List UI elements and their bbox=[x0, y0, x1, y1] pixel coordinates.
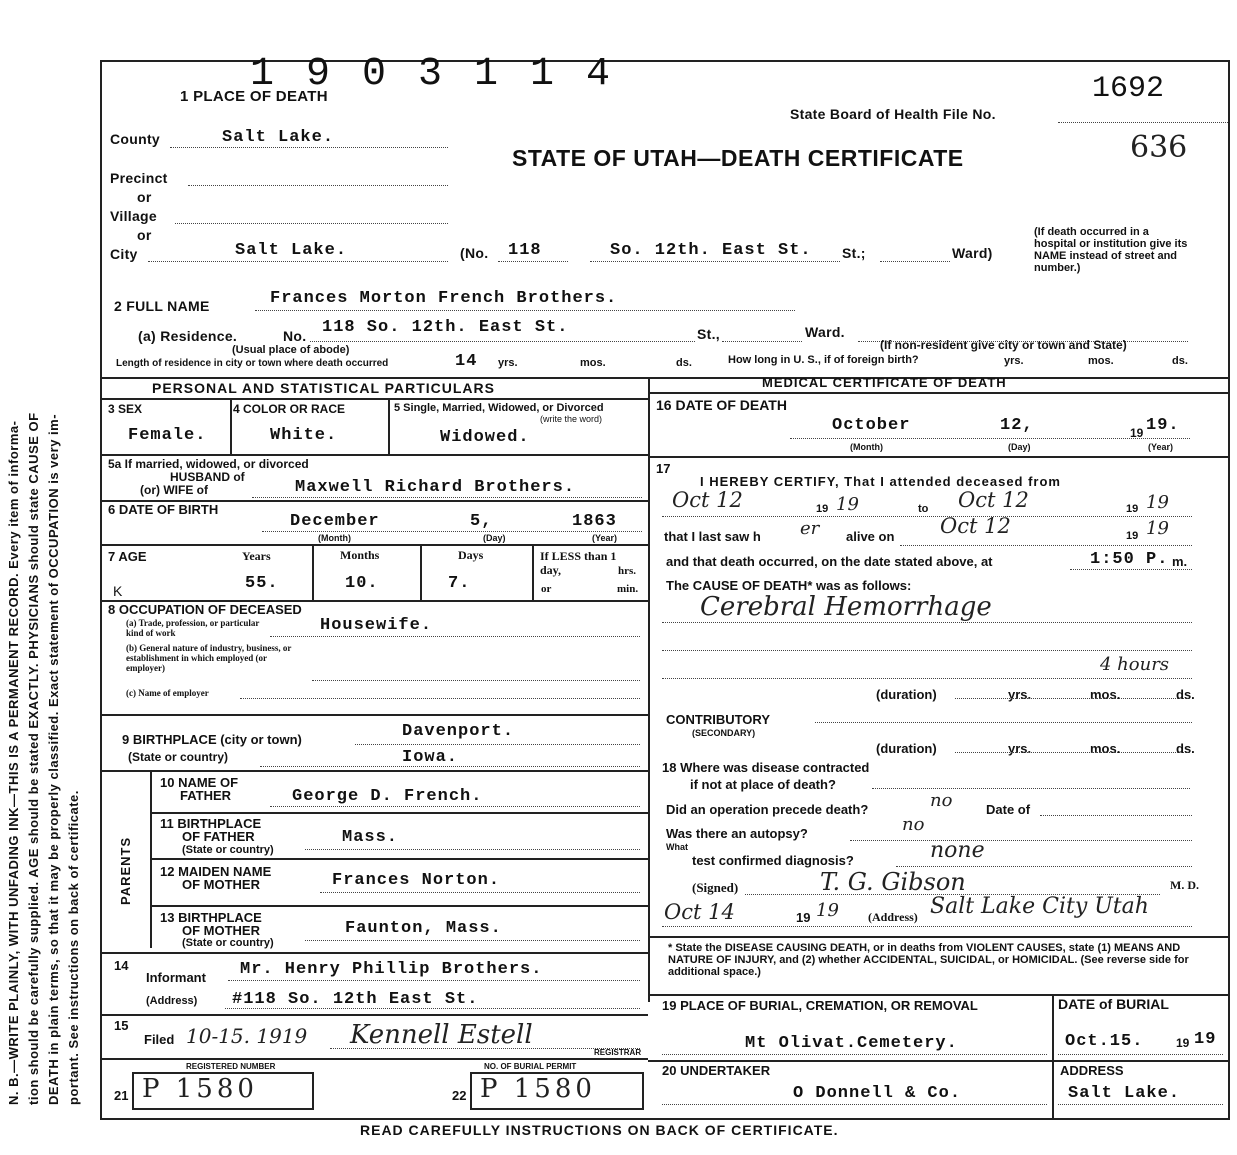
color-value: White. bbox=[270, 426, 338, 445]
mother-birthplace-label-1: 13 BIRTHPLACE bbox=[160, 910, 262, 925]
or-label-1: or bbox=[137, 189, 152, 205]
to-year-prefix: 19 bbox=[1126, 503, 1139, 515]
us-mos-label: mos. bbox=[1088, 355, 1114, 367]
to-label: to bbox=[918, 503, 929, 515]
dod-month-caption: (Month) bbox=[850, 442, 883, 452]
bottom-border bbox=[100, 1118, 1230, 1120]
contributory-label: CONTRIBUTORY bbox=[666, 712, 770, 727]
informant-address-value: #118 So. 12th East St. bbox=[232, 990, 479, 1009]
mother-name-value: Frances Norton. bbox=[332, 871, 501, 890]
spouse-value: Maxwell Richard Brothers. bbox=[295, 478, 576, 497]
duration-ds-2: ds. bbox=[1176, 741, 1195, 756]
burial-date-label: DATE of BURIAL bbox=[1058, 996, 1169, 1012]
undertaker-line bbox=[662, 1104, 1047, 1105]
date-of-death-line bbox=[790, 438, 1190, 439]
occupation-b-label: (b) General nature of industry, business, or establishment in which employed (or employer) bbox=[126, 643, 292, 673]
father-birthplace-value: Mass. bbox=[342, 828, 399, 847]
birthplace-label: 9 BIRTHPLACE (city or town) bbox=[122, 732, 302, 747]
physician-signature: T. G. Gibson bbox=[820, 868, 966, 896]
age-years-value: 55. bbox=[245, 574, 279, 593]
cause-label: The CAUSE OF DEATH* was as follows: bbox=[666, 578, 912, 593]
mother-name-line bbox=[320, 892, 640, 893]
test-line bbox=[896, 866, 1192, 867]
residence-no-label: No. bbox=[283, 328, 307, 344]
medical-title-rule bbox=[648, 392, 1228, 394]
center-divider bbox=[648, 377, 650, 1002]
dod-day-caption: (Day) bbox=[1008, 442, 1031, 452]
contracted-label-1: 18 Where was disease contracted bbox=[662, 760, 870, 775]
less-than-day-label: If LESS than 1 day, bbox=[540, 549, 617, 577]
attended-from-date: Oct 12 bbox=[672, 488, 743, 512]
registrar-label: REGISTRAR bbox=[594, 1048, 642, 1057]
duration-line-1 bbox=[955, 698, 1190, 699]
age-label: 7 AGE bbox=[108, 549, 147, 564]
street-no-value: 118 bbox=[508, 241, 542, 260]
occupation-value: Housewife. bbox=[320, 616, 433, 635]
full-name-value: Frances Morton French Brothers. bbox=[270, 289, 618, 308]
city-label: City bbox=[110, 246, 138, 262]
spouse-label-2: HUSBAND of bbox=[170, 470, 245, 484]
age-days-caption: Days bbox=[458, 548, 484, 562]
mother-row-bottom bbox=[150, 905, 648, 907]
duration-label-2: (duration) bbox=[876, 741, 937, 756]
father-name-line bbox=[270, 806, 640, 807]
color-label: 4 COLOR OR RACE bbox=[233, 402, 346, 416]
dob-day-caption: (Day) bbox=[483, 533, 506, 543]
parents-label: PARENTS bbox=[118, 836, 133, 905]
row-14-top bbox=[100, 952, 648, 954]
color-marital-divider bbox=[388, 398, 390, 454]
residence-ward-label: Ward. bbox=[805, 324, 845, 340]
dob-line bbox=[262, 531, 642, 532]
us-yrs-label: yrs. bbox=[1004, 355, 1024, 367]
state-file-number: 1692 bbox=[1092, 72, 1165, 106]
left-frame bbox=[100, 60, 102, 1120]
sex-label: 3 SEX bbox=[108, 402, 143, 416]
informant-line bbox=[228, 980, 640, 981]
mother-name-label-1: 12 MAIDEN NAME bbox=[160, 864, 272, 879]
county-label: County bbox=[110, 131, 161, 147]
attended-line bbox=[662, 516, 1192, 517]
age-years-caption: Years bbox=[242, 549, 271, 563]
duration-line-2 bbox=[955, 752, 1190, 753]
undertaker-address-value: Salt Lake. bbox=[1068, 1084, 1181, 1103]
margin-instruction-line4: portant. See instructions on back of certificate. bbox=[66, 790, 81, 1105]
father-birthplace-line bbox=[305, 849, 640, 850]
dob-year-caption: (Year) bbox=[592, 533, 618, 543]
street-no-line bbox=[498, 261, 568, 262]
last-saw-her: er bbox=[800, 518, 820, 539]
alive-year-prefix: 19 bbox=[1126, 530, 1139, 542]
duration-label-1: (duration) bbox=[876, 687, 937, 702]
contributory-line-1 bbox=[815, 722, 1192, 723]
min-label: min. bbox=[617, 583, 639, 595]
death-time-line bbox=[1070, 569, 1192, 570]
father-name-label-2: FATHER bbox=[180, 788, 232, 803]
residence-length-years: 14 bbox=[455, 352, 478, 371]
margin-instruction-line3: DEATH in plain terms, so that it may be properly classified. Exact statement of OCCUPATION is very im- bbox=[46, 413, 61, 1105]
death-time-m: m. bbox=[1172, 554, 1188, 569]
autopsy-line bbox=[850, 840, 1192, 841]
undertaker-row-top bbox=[648, 1060, 1228, 1062]
burial-permit-label: NO. OF BURIAL PERMIT bbox=[484, 1062, 577, 1071]
father-birthplace-label-2: OF FATHER bbox=[182, 829, 255, 844]
city-line bbox=[148, 261, 448, 262]
margin-instruction-line2: tion should be carefully supplied. AGE should be stated EXACTLY. PHYSICIANS should state CAUSE OF bbox=[26, 412, 41, 1105]
precinct-label: Precinct bbox=[110, 170, 168, 186]
cause-duration-value: 4 hours bbox=[1100, 654, 1170, 675]
certificate-title: STATE OF UTAH—DEATH CERTIFICATE bbox=[512, 145, 964, 171]
cause-line-2 bbox=[662, 650, 1192, 651]
us-residence-label: How long in U. S., if of foreign birth? bbox=[728, 354, 919, 366]
sex-value: Female. bbox=[128, 426, 207, 445]
burial-year-value: 19 bbox=[1194, 1030, 1217, 1049]
burial-year-prefix: 19 bbox=[1176, 1036, 1190, 1050]
date-of-death-day: 12, bbox=[1000, 416, 1034, 435]
registered-number-prefix: 21 bbox=[114, 1088, 129, 1103]
city-value: Salt Lake. bbox=[235, 241, 348, 260]
marital-note: (write the word) bbox=[540, 414, 603, 424]
row-7-top bbox=[100, 544, 648, 546]
residence-st-label: St., bbox=[697, 326, 720, 342]
burial-permit-prefix: 22 bbox=[452, 1088, 467, 1103]
burial-date-line bbox=[1058, 1054, 1223, 1055]
from-year-value: 19 bbox=[836, 494, 859, 515]
hrs-label: hrs. bbox=[618, 565, 637, 577]
spouse-line bbox=[252, 497, 642, 498]
row-17-top bbox=[648, 456, 1228, 458]
birthplace-state: Iowa. bbox=[402, 748, 459, 767]
burial-date-divider bbox=[1052, 994, 1054, 1118]
date-of-death-month: October bbox=[832, 416, 911, 435]
filed-label: Filed bbox=[144, 1032, 175, 1047]
last-saw-label: that I last saw h bbox=[664, 529, 761, 544]
cause-line-3 bbox=[662, 678, 1192, 679]
occupation-a-label: (a) Trade, profession, or particular kind of work bbox=[126, 618, 260, 638]
residence-line bbox=[310, 341, 695, 342]
parents-top bbox=[100, 770, 648, 772]
undertaker-value: O Donnell & Co. bbox=[793, 1084, 962, 1103]
or-min-label: or bbox=[541, 583, 552, 595]
main-grid-top bbox=[100, 377, 1230, 379]
registered-number-label: REGISTERED NUMBER bbox=[186, 1062, 276, 1071]
signed-label: (Signed) bbox=[692, 880, 739, 895]
state-file-label: State Board of Health File No. bbox=[790, 106, 996, 122]
undertaker-address-label: ADDRESS bbox=[1060, 1063, 1124, 1078]
father-row-bottom bbox=[150, 812, 648, 814]
contracted-line bbox=[872, 788, 1190, 789]
dob-label: 6 DATE OF BIRTH bbox=[108, 502, 219, 517]
informant-number: 14 bbox=[114, 958, 129, 973]
occupation-label: 8 OCCUPATION OF DECEASED bbox=[108, 602, 302, 617]
signed-date: Oct 14 bbox=[664, 900, 735, 924]
filed-number: 15 bbox=[114, 1018, 129, 1033]
secondary-label: (SECONDARY) bbox=[692, 728, 756, 738]
informant-label: Informant bbox=[146, 970, 206, 985]
operation-value: no bbox=[930, 790, 953, 811]
dob-month-caption: (Month) bbox=[318, 533, 351, 543]
signed-address: Salt Lake City Utah bbox=[930, 894, 1149, 919]
age-months-caption: Months bbox=[340, 548, 380, 562]
occupation-c-label: (c) Name of employer bbox=[126, 688, 209, 698]
or-label-2: or bbox=[137, 227, 152, 243]
hospital-note: (If death occurred in a hospital or institution give its NAME instead of street and number.) bbox=[1034, 226, 1188, 274]
full-name-label: 2 FULL NAME bbox=[114, 298, 210, 314]
date-of-death-year-prefix: 19 bbox=[1130, 426, 1144, 440]
date-of-death-year: 19. bbox=[1146, 416, 1180, 435]
instructions-footer: READ CAREFULLY INSTRUCTIONS ON BACK OF CERTIFICATE. bbox=[360, 1122, 839, 1138]
dob-day: 5, bbox=[470, 512, 493, 531]
dod-year-caption: (Year) bbox=[1148, 442, 1174, 452]
margin-instruction-line1: N. B.—WRITE PLAINLY, WITH UNFADING INK—THIS IS A PERMANENT RECORD. Every item of informa- bbox=[6, 420, 21, 1105]
contracted-label-2: if not at place of death? bbox=[690, 777, 836, 792]
autopsy-value: no bbox=[902, 814, 925, 835]
date-of-label: Date of bbox=[986, 802, 1031, 817]
test-label-1: What bbox=[666, 842, 688, 852]
occupation-c-line bbox=[240, 698, 640, 699]
row-21-top bbox=[100, 1058, 648, 1060]
alive-on-line bbox=[900, 545, 1192, 546]
father-birthplace-label-3: (State or country) bbox=[182, 844, 274, 856]
length-yrs-label: yrs. bbox=[498, 357, 518, 369]
certificate-number: 1 9 0 3 1 1 4 bbox=[250, 52, 615, 97]
filed-date: 10-15. 1919 bbox=[186, 1024, 308, 1048]
operation-line bbox=[1040, 815, 1192, 816]
cause-footnote: * State the DISEASE CAUSING DEATH, or in deaths from VIOLENT CAUSES, state (1) MEANS AND NATURE OF INJURY, and (2) whether ACCIDENTAL, SUICIDAL, or HOMICIDAL. (See reverse side for additional space.) bbox=[668, 942, 1189, 978]
duration-mos-2: mos. bbox=[1090, 741, 1121, 756]
mother-birthplace-label-3: (State or country) bbox=[182, 937, 274, 949]
spouse-label-1: 5a If married, widowed, or divorced bbox=[108, 457, 309, 471]
alive-year-value: 19 bbox=[1146, 518, 1169, 539]
residence-length-label: Length of residence in city or town where death occurred bbox=[116, 358, 389, 369]
right-frame bbox=[1228, 60, 1230, 1120]
mother-name-label-2: OF MOTHER bbox=[182, 877, 260, 892]
undertaker-label: 20 UNDERTAKER bbox=[662, 1063, 771, 1078]
street-line bbox=[590, 261, 840, 262]
item-17-label: 17 bbox=[656, 461, 671, 476]
street-st-label: St.; bbox=[842, 245, 866, 261]
medical-section-title: MEDICAL CERTIFICATE OF DEATH bbox=[762, 375, 1007, 390]
registered-number-value: P 1580 bbox=[142, 1074, 258, 1104]
occupation-b-line bbox=[312, 680, 640, 681]
md-label: M. D. bbox=[1170, 878, 1199, 892]
duration-ds-1: ds. bbox=[1176, 687, 1195, 702]
age-months-divider bbox=[420, 544, 422, 600]
father-name-value: George D. French. bbox=[292, 787, 483, 806]
burial-place-line bbox=[662, 1054, 1047, 1055]
test-value: none bbox=[930, 838, 985, 863]
father-birthplace-label-1: 11 BIRTHPLACE bbox=[160, 816, 262, 831]
occupation-line bbox=[270, 636, 640, 637]
certify-text: I HEREBY CERTIFY, That I attended deceased from bbox=[700, 474, 1061, 489]
abode-note: (Usual place of abode) bbox=[232, 344, 350, 356]
death-time-value: 1:50 P. bbox=[1090, 550, 1169, 569]
signed-year: 19 bbox=[816, 900, 839, 921]
length-ds-label: ds. bbox=[676, 357, 692, 369]
village-line bbox=[175, 223, 448, 224]
marital-value: Widowed. bbox=[440, 428, 530, 447]
row-9-top bbox=[100, 714, 648, 716]
age-mark: K bbox=[113, 583, 123, 599]
registrar-signature: Kennell Estell bbox=[350, 1020, 533, 1050]
age-years-divider bbox=[312, 544, 314, 600]
attended-to-date: Oct 12 bbox=[958, 488, 1029, 512]
duration-mos-1: mos. bbox=[1090, 687, 1121, 702]
county-value: Salt Lake. bbox=[222, 128, 335, 147]
alive-on-date: Oct 12 bbox=[940, 514, 1011, 538]
state-file-line bbox=[1058, 122, 1228, 123]
father-birthplace-bottom bbox=[150, 858, 648, 860]
birthplace-state-label: (State or country) bbox=[128, 750, 229, 764]
duration-yrs-2: yrs. bbox=[1008, 741, 1032, 756]
informant-address-label: (Address) bbox=[146, 995, 198, 1007]
undertaker-address-line bbox=[1058, 1104, 1223, 1105]
cause-line-1 bbox=[662, 622, 1192, 623]
street-no-label: (No. bbox=[460, 245, 489, 261]
age-days-divider bbox=[532, 544, 534, 600]
age-days-value: 7. bbox=[448, 574, 471, 593]
mother-birthplace-label-2: OF MOTHER bbox=[182, 923, 260, 938]
personal-title-rule bbox=[100, 398, 648, 400]
test-label-2: test confirmed diagnosis? bbox=[692, 853, 854, 868]
village-label: Village bbox=[110, 208, 157, 224]
burial-permit-value: P 1580 bbox=[480, 1074, 596, 1104]
informant-value: Mr. Henry Phillip Brothers. bbox=[240, 960, 543, 979]
non-resident-note: (If non-resident give city or town and State) bbox=[880, 338, 1127, 352]
sex-color-divider bbox=[230, 398, 232, 454]
mother-birthplace-value: Faunton, Mass. bbox=[345, 919, 502, 938]
duration-yrs-1: yrs. bbox=[1008, 687, 1032, 702]
informant-address-line bbox=[225, 1008, 640, 1009]
burial-place-label: 19 PLACE OF BURIAL, CREMATION, OR REMOVAL bbox=[662, 998, 978, 1013]
burial-date-value: Oct.15. bbox=[1065, 1032, 1144, 1051]
place-of-death-heading: 1 PLACE OF DEATH bbox=[180, 88, 328, 105]
dob-year: 1863 bbox=[572, 512, 617, 531]
birthplace-state-line bbox=[260, 766, 640, 767]
birthplace-city-line bbox=[355, 744, 640, 745]
signed-address-line bbox=[662, 926, 1192, 927]
residence-value: 118 So. 12th. East St. bbox=[322, 318, 569, 337]
signed-address-label: (Address) bbox=[868, 910, 918, 924]
cause-value: Cerebral Hemorrhage bbox=[700, 592, 992, 622]
county-line bbox=[170, 147, 448, 148]
us-ds-label: ds. bbox=[1172, 355, 1188, 367]
local-number: 636 bbox=[1130, 130, 1188, 165]
residence-label: (a) Residence. bbox=[138, 328, 238, 344]
row-5a-top bbox=[100, 454, 648, 456]
footnote-top bbox=[648, 936, 1228, 938]
father-name-label-1: 10 NAME OF bbox=[160, 775, 239, 790]
precinct-line bbox=[188, 185, 448, 186]
personal-section-title: PERSONAL AND STATISTICAL PARTICULARS bbox=[152, 380, 495, 396]
date-of-death-label: 16 DATE OF DEATH bbox=[656, 397, 787, 413]
length-mos-label: mos. bbox=[580, 357, 606, 369]
dob-month: December bbox=[290, 512, 380, 531]
operation-label: Did an operation precede death? bbox=[666, 802, 869, 817]
autopsy-label: Was there an autopsy? bbox=[666, 826, 808, 841]
birthplace-city: Davenport. bbox=[402, 722, 515, 741]
ward-label: Ward) bbox=[952, 245, 993, 261]
signed-year-prefix: 19 bbox=[796, 910, 811, 925]
burial-place-value: Mt Olivat.Cemetery. bbox=[745, 1034, 958, 1053]
row-15-top bbox=[100, 1014, 648, 1016]
marital-label: 5 Single, Married, Widowed, or Divorced bbox=[394, 402, 604, 414]
from-year-prefix: 19 bbox=[816, 503, 829, 515]
mother-birthplace-line bbox=[305, 940, 640, 941]
alive-on-label: alive on bbox=[846, 529, 895, 544]
residence-ward-line bbox=[722, 341, 802, 342]
street-value: So. 12th. East St. bbox=[610, 241, 812, 260]
age-months-value: 10. bbox=[345, 574, 379, 593]
ward-line bbox=[880, 261, 950, 262]
spouse-label-3: (or) WIFE of bbox=[140, 483, 208, 497]
to-year-value: 19 bbox=[1146, 492, 1169, 513]
death-time-label: and that death occurred, on the date stated above, at bbox=[666, 554, 993, 569]
full-name-line bbox=[255, 310, 795, 311]
